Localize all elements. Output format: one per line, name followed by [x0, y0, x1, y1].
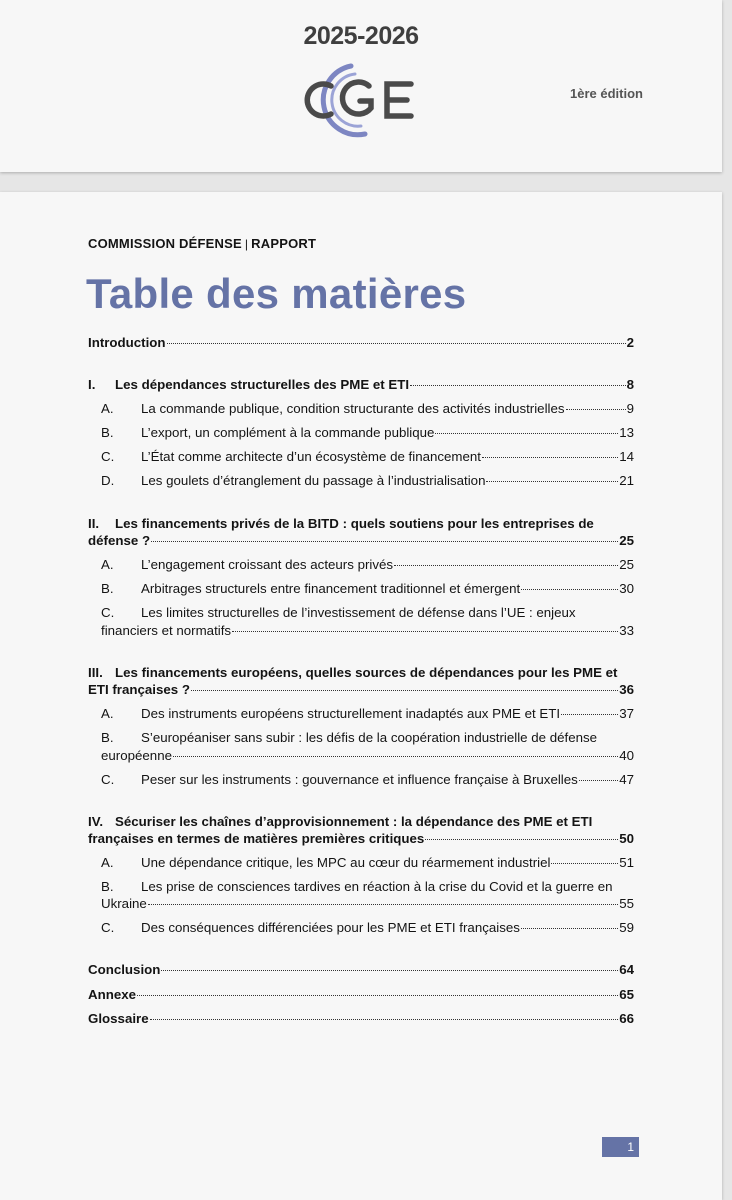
- toc-leader: [551, 863, 618, 864]
- toc-entry-label: ETI françaises ?: [88, 682, 190, 697]
- toc-section-number: C.: [101, 605, 115, 620]
- toc-entry-label: Ukraine: [101, 896, 147, 911]
- toc-page-number: 64: [619, 962, 634, 977]
- toc-section-number: C.: [101, 449, 115, 464]
- toc-page-number: 25: [619, 557, 634, 572]
- toc-leader: [191, 690, 618, 691]
- toc-entry-section-3b-line1[interactable]: [101, 730, 597, 746]
- eyebrow-commission: COMMISSION DÉFENSE: [88, 236, 242, 251]
- toc-section-number: IV.: [88, 814, 104, 829]
- toc-entry-section-2c-line1[interactable]: [101, 605, 576, 621]
- toc-entry-annexe[interactable]: [88, 987, 634, 1003]
- toc-entry-label: Des conséquences différenciées pour les PME et ETI françaises: [141, 920, 520, 935]
- page-title: Table des matières: [86, 270, 467, 317]
- toc-entry-section-1c[interactable]: [101, 449, 634, 465]
- toc-section-number: B.: [101, 730, 114, 745]
- toc-page-number: 59: [619, 920, 634, 935]
- toc-page-number: 37: [619, 706, 634, 721]
- toc-leader: [435, 433, 618, 434]
- toc-entry-label: Annexe: [88, 987, 137, 1002]
- edition-label: 1ère édition: [570, 86, 643, 101]
- toc-page-number: 55: [619, 896, 634, 911]
- toc-leader: [425, 839, 618, 840]
- toc-page-number: 2: [626, 335, 634, 350]
- toc-page-number: 36: [619, 682, 634, 697]
- toc-leader: [486, 481, 618, 482]
- toc-entry-label: Les financements européens, quelles sources de dépendances pour les PME et: [115, 665, 618, 680]
- toc-entry-section-4b-line1[interactable]: [101, 879, 613, 895]
- toc-entry-section-1[interactable]: [88, 377, 634, 393]
- toc-page-number: 21: [619, 473, 634, 488]
- toc-leader: [148, 904, 618, 905]
- toc-leader: [521, 589, 618, 590]
- toc-section-number: B.: [101, 581, 114, 596]
- toc-leader: [482, 457, 618, 458]
- toc-leader: [161, 970, 618, 971]
- toc-leader: [566, 409, 626, 410]
- toc-leader: [137, 995, 618, 996]
- toc-leader: [232, 631, 618, 632]
- toc-leader: [173, 756, 618, 757]
- toc-leader: [150, 1019, 619, 1020]
- toc-page-number: 50: [619, 831, 634, 846]
- toc-entry-section-4[interactable]: [88, 831, 634, 847]
- toc-entry-section-2-line1[interactable]: [88, 516, 594, 532]
- toc-entry-glossaire[interactable]: [88, 1011, 634, 1027]
- toc-section-number: C.: [101, 772, 115, 787]
- toc-entry-conclusion[interactable]: [88, 962, 634, 978]
- toc-entry-label: Les limites structurelles de l’investissement de défense dans l’UE : enjeux: [141, 605, 576, 620]
- toc-entry-section-1d[interactable]: [101, 473, 634, 489]
- toc-section-number: D.: [101, 473, 115, 488]
- toc-section-number: A.: [101, 706, 114, 721]
- toc-section-number: A.: [101, 855, 114, 870]
- toc-entry-label: financiers et normatifs: [101, 623, 232, 638]
- toc-leader: [394, 565, 618, 566]
- toc-section-number: B.: [101, 879, 114, 894]
- toc-section-number: A.: [101, 557, 114, 572]
- toc-entry-section-3-line1[interactable]: [88, 665, 618, 681]
- toc-entry-section-3[interactable]: [88, 682, 634, 698]
- toc-entry-section-3a[interactable]: [101, 706, 634, 722]
- toc-entry-section-4a[interactable]: [101, 855, 634, 871]
- toc-page-number: 51: [619, 855, 634, 870]
- toc-page-number: 8: [626, 377, 634, 392]
- toc-page-number: 13: [619, 425, 634, 440]
- toc-entry-section-4c[interactable]: [101, 920, 634, 936]
- toc-page-number: 40: [619, 748, 634, 763]
- toc-entry-label: Les dépendances structurelles des PME et ETI: [115, 377, 410, 392]
- toc-entry-label: européenne: [101, 748, 172, 763]
- eyebrow-separator: |: [244, 237, 249, 251]
- toc-leader: [579, 780, 618, 781]
- toc-entry-label: Les goulets d’étranglement du passage à l’industrialisation: [141, 473, 486, 488]
- toc-page-number: 30: [619, 581, 634, 596]
- toc-leader: [167, 343, 626, 344]
- year-heading: 2025-2026: [303, 22, 419, 50]
- toc-entry-label: Conclusion: [88, 962, 161, 977]
- toc-entry-section-4b[interactable]: [101, 896, 634, 912]
- toc-list: [0, 192, 722, 1200]
- toc-entry-label: Glossaire: [88, 1011, 149, 1026]
- toc-entry-section-2[interactable]: [88, 533, 634, 549]
- toc-entry-label: Les financements privés de la BITD : quels soutiens pour les entreprises de: [115, 516, 594, 531]
- toc-entry-section-2a[interactable]: [101, 557, 634, 573]
- toc-entry-section-2c[interactable]: [101, 623, 634, 639]
- cge-logo: [303, 60, 418, 140]
- toc-section-number: I.: [88, 377, 96, 392]
- toc-entry-label: S’européaniser sans subir : les défis de la coopération industrielle de défense: [141, 730, 598, 745]
- eyebrow-report: RAPPORT: [251, 236, 317, 251]
- toc-leader: [521, 928, 618, 929]
- toc-entry-label: L’export, un complément à la commande publique: [141, 425, 435, 440]
- toc-entry-label: Sécuriser les chaînes d’approvisionnement : la dépendance des PME et ETI: [115, 814, 593, 829]
- toc-leader: [410, 385, 625, 386]
- toc-entry-label: défense ?: [88, 533, 151, 548]
- toc-entry-label: Arbitrages structurels entre financement traditionnel et émergent: [141, 581, 521, 596]
- toc-leader: [151, 541, 618, 542]
- toc-page-number: 14: [619, 449, 634, 464]
- toc-section-number: III.: [88, 665, 103, 680]
- page-number-badge: 1: [602, 1137, 639, 1157]
- toc-entry-label: Une dépendance critique, les MPC au cœur du réarmement industriel: [141, 855, 551, 870]
- toc-page-number: 65: [619, 987, 634, 1002]
- toc-section-number: C.: [101, 920, 115, 935]
- toc-entry-section-1a[interactable]: [101, 401, 634, 417]
- toc-leader: [561, 714, 618, 715]
- toc-page-number: 25: [619, 533, 634, 548]
- cover-page: [0, 0, 722, 172]
- toc-section-number: A.: [101, 401, 114, 416]
- toc-page: [0, 192, 722, 1200]
- toc-entry-section-4-line1[interactable]: [88, 814, 592, 830]
- toc-entry-section-3c[interactable]: [101, 772, 634, 788]
- toc-entry-section-2b[interactable]: [101, 581, 634, 597]
- toc-entry-label: L’État comme architecte d’un écosystème de financement: [141, 449, 481, 464]
- toc-page-number: 66: [619, 1011, 634, 1026]
- toc-entry-label: Introduction: [88, 335, 166, 350]
- toc-entry-section-3b[interactable]: [101, 748, 634, 764]
- toc-entry-label: La commande publique, condition structurante des activités industrielles: [141, 401, 565, 416]
- toc-page-number: 47: [619, 772, 634, 787]
- toc-page-number: 9: [626, 401, 634, 416]
- toc-page-number: 33: [619, 623, 634, 638]
- toc-entry-label: Peser sur les instruments : gouvernance et influence française à Bruxelles: [141, 772, 578, 787]
- toc-entry-label: L’engagement croissant des acteurs privés: [141, 557, 394, 572]
- toc-entry-introduction[interactable]: [88, 335, 634, 351]
- toc-section-number: B.: [101, 425, 114, 440]
- toc-entry-label: Les prise de consciences tardives en réaction à la crise du Covid et la guerre en: [141, 879, 613, 894]
- toc-entry-section-1b[interactable]: [101, 425, 634, 441]
- toc-entry-label: Des instruments européens structurellement inadaptés aux PME et ETI: [141, 706, 561, 721]
- toc-section-number: II.: [88, 516, 100, 531]
- toc-entry-label: françaises en termes de matières premières critiques: [88, 831, 425, 846]
